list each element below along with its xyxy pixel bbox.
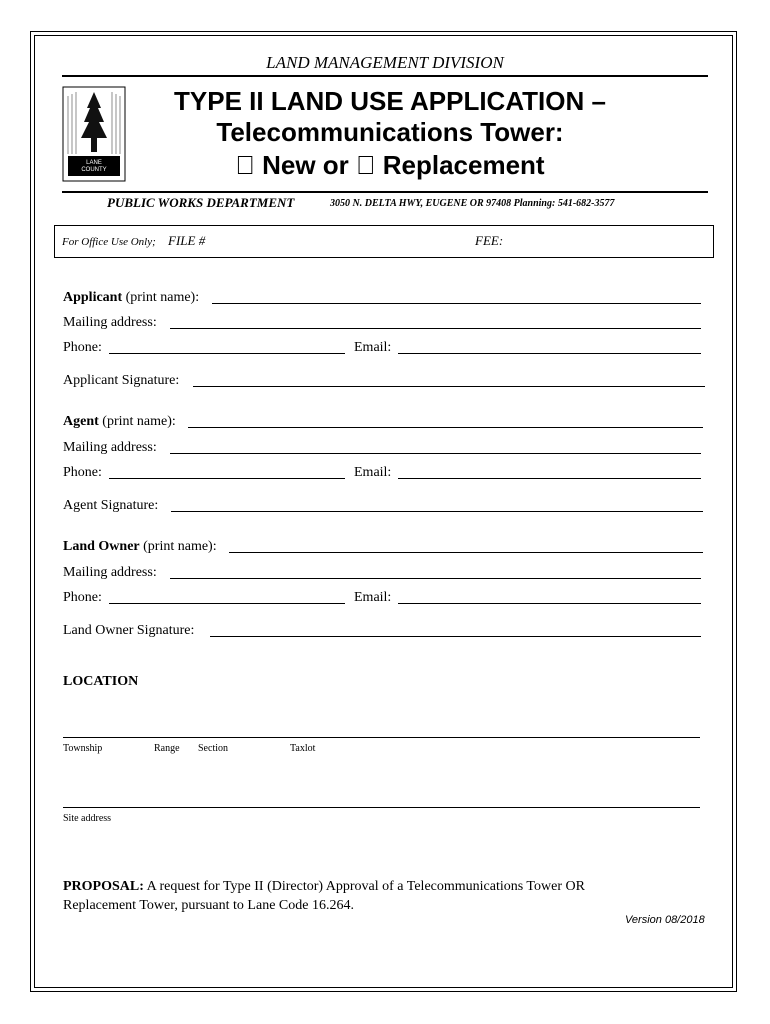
agent-signature-field[interactable]	[171, 511, 703, 512]
office-use-label: For Office Use Only;	[62, 236, 156, 248]
version-label: Version 08/2018	[625, 914, 705, 926]
landowner-name-field[interactable]	[229, 552, 703, 553]
applicant-signature-label: Applicant Signature:	[63, 373, 180, 388]
applicant-mailing-field[interactable]	[170, 328, 701, 329]
landowner-signature-field[interactable]	[210, 636, 701, 637]
location-heading: LOCATION	[63, 674, 139, 689]
applicant-email-label: Email:	[354, 340, 392, 355]
applicant-name-field[interactable]	[212, 303, 701, 304]
lane-county-logo	[62, 86, 126, 182]
landowner-mailing-field[interactable]	[170, 578, 701, 579]
range-label: Range	[154, 743, 180, 754]
file-number-label: FILE #	[168, 233, 206, 248]
landowner-signature-label: Land Owner Signature:	[63, 623, 195, 638]
landowner-name-label: Land Owner (print name):	[63, 539, 217, 554]
agent-signature-label: Agent Signature:	[63, 498, 159, 513]
applicant-phone-field[interactable]	[109, 353, 345, 354]
section-label: Section	[198, 743, 228, 754]
header-rule-top	[62, 75, 708, 77]
applicant-phone-label: Phone:	[63, 340, 102, 355]
division-title: LAND MANAGEMENT DIVISION	[266, 53, 504, 72]
agent-phone-label: Phone:	[63, 465, 102, 480]
agent-mailing-label: Mailing address:	[63, 440, 157, 455]
applicant-email-field[interactable]	[398, 353, 701, 354]
location-trs-field[interactable]	[63, 737, 700, 738]
landowner-mailing-label: Mailing address:	[63, 565, 157, 580]
agent-email-label: Email:	[354, 465, 392, 480]
proposal-line1: PROPOSAL: A request for Type II (Director) Approval of a Telecommunications Tower OR	[63, 879, 585, 894]
township-label: Township	[63, 743, 103, 754]
landowner-phone-label: Phone:	[63, 590, 102, 605]
landowner-phone-field[interactable]	[109, 603, 345, 604]
department-address: 3050 N. DELTA HWY, EUGENE OR 97408 Planning: 541-682-3577	[330, 198, 615, 209]
form-title-line2: Telecommunications Tower:	[216, 117, 564, 147]
form-title-line1: TYPE II LAND USE APPLICATION –	[174, 86, 606, 116]
department-name: PUBLIC WORKS DEPARTMENT	[107, 195, 295, 210]
applicant-signature-field[interactable]	[193, 386, 705, 387]
applicant-name-label: Applicant (print name):	[63, 290, 200, 305]
site-address-label: Site address	[63, 813, 112, 824]
proposal-line2: Replacement Tower, pursuant to Lane Code 16.264.	[63, 898, 354, 913]
agent-phone-field[interactable]	[109, 478, 345, 479]
form-title-line3: New or Replacement	[262, 150, 518, 180]
site-address-field[interactable]	[63, 807, 700, 808]
agent-name-field[interactable]	[188, 427, 703, 428]
agent-mailing-field[interactable]	[170, 453, 701, 454]
landowner-email-label: Email:	[354, 590, 392, 605]
agent-name-label: Agent (print name):	[63, 414, 176, 429]
fee-label: FEE:	[475, 233, 504, 248]
svg-text:COUNTY: COUNTY	[81, 167, 107, 173]
applicant-mailing-label: Mailing address:	[63, 315, 157, 330]
taxlot-label: Taxlot	[290, 743, 316, 754]
landowner-email-field[interactable]	[398, 603, 701, 604]
agent-email-field[interactable]	[398, 478, 701, 479]
header-rule-bottom	[62, 191, 708, 193]
svg-text:LANE: LANE	[86, 160, 102, 166]
